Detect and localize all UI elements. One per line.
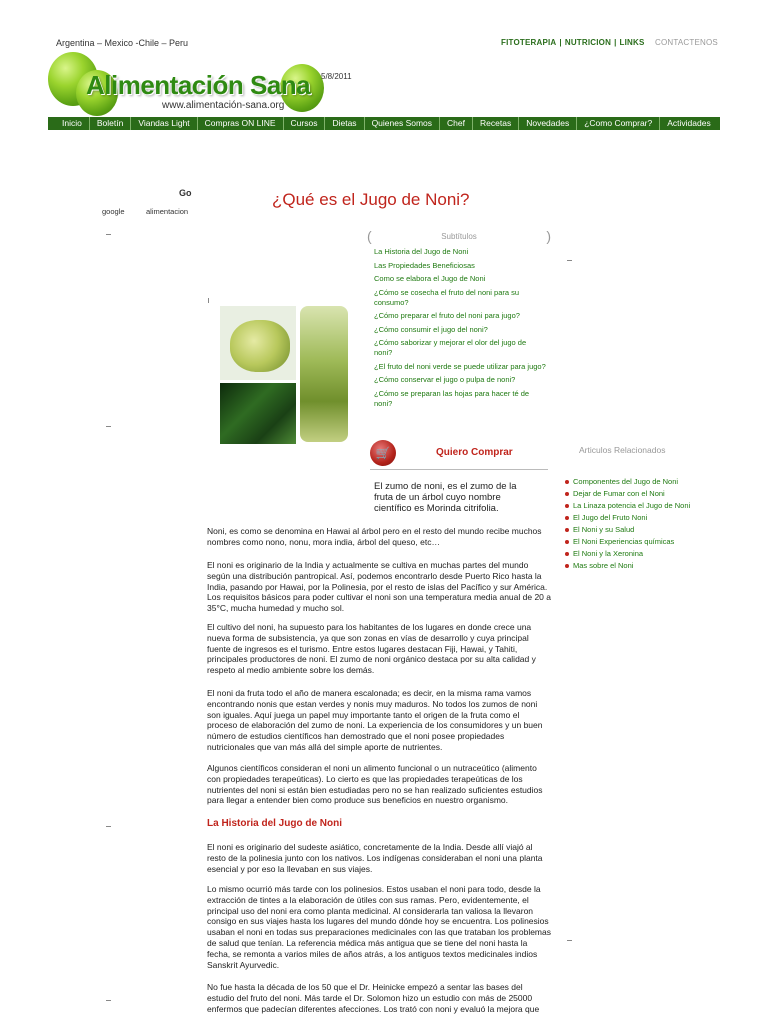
nav-chef[interactable]: Chef <box>440 117 473 130</box>
top-link-nutricion[interactable]: NUTRICION <box>564 38 612 47</box>
subtitle-link[interactable]: ¿Cómo conservar el jugo o pulpa de noni? <box>374 375 516 384</box>
bullet-icon <box>565 552 569 556</box>
related-item[interactable]: La Linaza potencia el Jugo de Noni <box>565 501 715 511</box>
bullet-icon <box>565 564 569 568</box>
section-heading: La Historia del Jugo de Noni <box>207 818 343 829</box>
subtitle-link[interactable]: ¿El fruto del noni verde se puede utilizar para jugo? <box>374 361 546 371</box>
related-title: Articulos Relacionados <box>579 445 666 455</box>
nav-boletin[interactable]: Boletín <box>90 117 131 130</box>
paragraph: No fue hasta la década de los 50 que el Dr. Heinicke empezó a sentar las bases del estudio del fruto del noni. Más tarde el Dr. Solomon hizo un estudio con más de 25000 enfermos que padecían diferentes afecciones. Los trató con noni y evaluó la mejora que <box>207 982 540 1014</box>
subtitle-link[interactable]: Las Propiedades Beneficiosas <box>374 260 475 270</box>
subtitle-link[interactable]: ¿Cómo se preparan las hojas para hacer té de noni? <box>374 388 530 408</box>
brand-name: Alimentación Sana <box>86 70 311 100</box>
paragraph: Algunos científicos consideran el noni un alimento funcional o un nutraceútico (alimento con propiedades terapeúticas). Lo cierto es que las propiedades terapeúticas de los nutrientes del noni si están bien estudiadas pero no se han realizado suficientes estudios para llegar a entender bien como produce sus beneficios en nuestro organismo. <box>207 763 543 806</box>
margin-tick <box>106 234 111 235</box>
intro-text: El zumo de noni, es el zumo de la fruta de un árbol cuyo nombre científico es Morinda citrifolia. <box>374 481 517 514</box>
countries-text: Argentina – Mexico -Chile – Peru <box>56 38 189 48</box>
subtitles-list <box>374 247 546 412</box>
top-link-links[interactable]: LINKS <box>619 38 645 47</box>
search-go-button[interactable]: Go <box>179 188 192 198</box>
related-list <box>565 477 715 573</box>
top-link-fitoterapia[interactable]: FITOTERAPIA <box>501 38 557 47</box>
nav-compras-online[interactable]: Compras ON LINE <box>198 117 284 130</box>
bullet-icon <box>565 480 569 484</box>
related-item[interactable]: El Noni y su Salud <box>565 525 715 535</box>
bullet-icon <box>565 528 569 532</box>
paragraph: El noni es originario de la India y actualmente se cultiva en muchas partes del mundo según una distribución pantropical. Así, podemos encontrarlo desde Puerto Rico hasta la India, pasando por Hawai, por la Polinesia, por el resto de islas del Pacífico y sur América. Los requisitos básicos para poder cultivar el noni son una temperatura media anual de 20 a 35°C, mucha humedad y mucho sol. <box>207 560 551 614</box>
site-logo[interactable] <box>46 48 326 118</box>
main-nav <box>48 117 720 130</box>
nav-dietas[interactable]: Dietas <box>325 117 364 130</box>
nav-como-comprar[interactable]: ¿Como Comprar? <box>577 117 660 130</box>
margin-tick <box>567 260 572 261</box>
subtitle-link[interactable]: ¿Cómo preparar el fruto del noni para jugo? <box>374 311 520 320</box>
nav-inicio[interactable]: Inicio <box>48 117 90 130</box>
paren-left: ( <box>367 228 372 244</box>
nav-viandas-light[interactable]: Viandas Light <box>131 117 197 130</box>
related-item[interactable]: Mas sobre el Noni <box>565 561 715 571</box>
subtitle-link[interactable]: ¿Cómo se cosecha el fruto del noni para su consumo? <box>374 287 520 307</box>
subtitle-link[interactable]: ¿Cómo saborizar y mejorar el olor del jugo de noni? <box>374 338 527 357</box>
nav-novedades[interactable]: Novedades <box>519 117 577 130</box>
buy-label: Quiero Comprar <box>436 447 513 458</box>
bullet-icon <box>565 504 569 508</box>
paragraph: Noni, es como se denomina en Hawai al árbol pero en el resto del mundo recibe muchos nombres como nono, nonu, mora india, árbol del queso, etc… <box>207 526 542 547</box>
date-text: 5/8/2011 <box>321 72 352 81</box>
noni-plant-image <box>220 383 296 444</box>
nav-cursos[interactable]: Cursos <box>284 117 326 130</box>
noni-images <box>220 306 348 444</box>
paren-right: ) <box>546 228 551 244</box>
brand-url: www.alimentación-sana.org <box>162 100 285 111</box>
noni-fruit-closeup-image <box>300 306 348 442</box>
related-item[interactable]: El Noni Experiencias químicas <box>565 537 715 547</box>
margin-tick <box>106 1000 111 1001</box>
paragraph: El cultivo del noni, ha supuesto para los habitantes de los lugares en donde crece una nueva forma de subsistencia, ya que son zonas en vías de desarrollo y cuya principal fuente de ingresos es el turismo. Entre estos lugares destacan Fiji, Hawai, y Tahiti, principales productores de noni. El zumo de noni orgánico destaca por su alta calidad y respeto al medio ambiente sobre los demás. <box>207 622 536 676</box>
related-item[interactable]: Dejar de Fumar con el Noni <box>565 489 715 499</box>
divider <box>370 469 548 470</box>
margin-tick <box>106 426 111 427</box>
shopping-cart-icon: 🛒 <box>370 440 396 466</box>
bullet-icon <box>565 516 569 520</box>
nav-recetas[interactable]: Recetas <box>473 117 519 130</box>
bullet-icon <box>565 540 569 544</box>
margin-tick <box>567 940 572 941</box>
top-links: FITOTERAPIA | NUTRICION | LINKS CONTACTENOS <box>501 38 718 47</box>
paragraph: Lo mismo ocurrió más tarde con los polinesios. Estos usaban el noni para todo, desde la extracción de tintes a la elaboración de útiles con sus ramas. Pero, evidentemente, el principal uso del noni era como planta medicinal. Al considerarla tan valiosa la llevaron consigo en sus viajes hasta los lugares del mundo dónde hoy se encuentra. Los polinesios usaban el noni en todas sus preparaciones medicinales con las que trataban los problemas de salud que tenían. La referencia médica más antigua que se tiene del noni hasta la fecha, se remonta a varios miles de años atrás, a los antiguos textos medicinales indios Sanskrit Ayurvedic. <box>207 884 551 970</box>
nav-quienes-somos[interactable]: Quienes Somos <box>365 117 440 130</box>
nav-actividades[interactable]: Actividades <box>667 118 711 128</box>
paragraph: El noni da fruta todo el año de manera escalonada; es decir, en la misma rama vamos encontrando nonis que estan verdes y nonis muy maduros. No todos los zumos de noni son iguales. Aquí juega un papel muy importante tanto el origen de la fruta como el proceso de elaboración del zumo de noni. La experiencia de los consumidores y un buen número de estudios científicos han demostrado que el noni posee propiedades nutricionales que van más allá del simple aporte de nutrientes. <box>207 688 543 752</box>
subtitle-link[interactable]: La Historia del Jugo de Noni <box>374 247 469 256</box>
related-item[interactable]: El Jugo del Fruto Noni <box>565 513 715 523</box>
page-title: ¿Qué es el Jugo de Noni? <box>272 190 470 209</box>
search-option-site[interactable]: alimentacion <box>146 207 189 216</box>
related-item[interactable]: El Noni y la Xeronina <box>565 549 715 559</box>
noni-fruit-image <box>220 306 296 380</box>
subtitles-title: Subtítulos <box>441 232 477 241</box>
subtitle-link[interactable]: Como se elabora el Jugo de Noni <box>374 274 486 283</box>
subtitle-link[interactable]: ¿Cómo consumir el jugo del noni? <box>374 324 488 334</box>
margin-tick <box>208 298 209 303</box>
margin-tick <box>106 826 111 827</box>
contact-link[interactable]: CONTACTENOS <box>654 38 718 47</box>
search-option-google[interactable]: google <box>102 207 125 216</box>
bullet-icon <box>565 492 569 496</box>
paragraph: El noni es originario del sudeste asiático, concretamente de la India. Desde allí viajó al resto de la polinesia junto con los nativos. Los indígenas consideraban el noni una planta esencial y por eso la llevaban en sus viajes. <box>207 842 543 874</box>
subtitles-header <box>367 229 551 245</box>
related-item[interactable]: Componentes del Jugo de Noni <box>565 477 715 487</box>
